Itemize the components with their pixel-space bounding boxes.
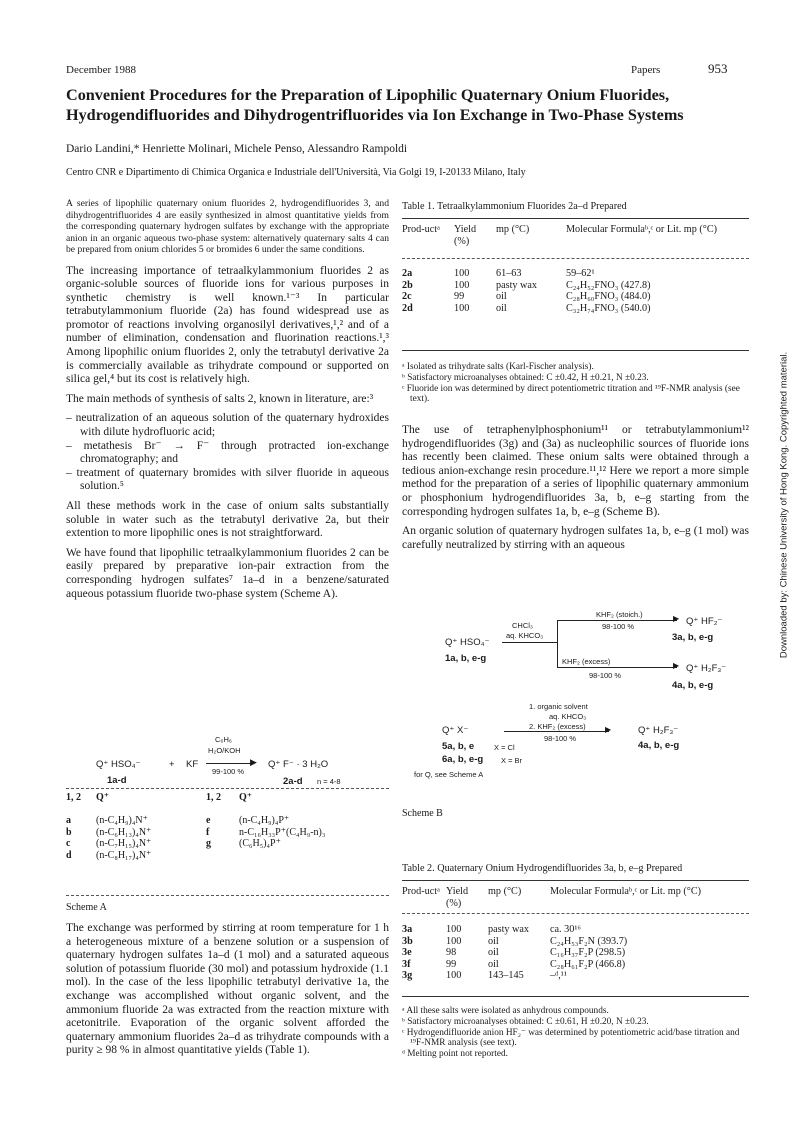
table-rule [402,880,749,881]
bullet-item: – metathesis Br⁻ → F⁻ through protracted ion-exchange chromatography; and [66,439,389,466]
footnote: ᵇ Satisfactory microanalyses obtained: C ±0.42, H ±0.21, N ±0.23. [402,372,649,383]
paragraph: The main methods of synthesis of salts 2, known in literature, are:³ [66,392,374,405]
scheme-b-step-1-base: aq. KHCO₃ [549,712,587,721]
scheme-a-plus: + [169,759,175,770]
table-row: 3a 100 pasty wax ca. 30¹⁶ [402,924,581,935]
reaction-arrow [206,763,254,764]
scheme-b-yield: 98-100 % [602,622,635,631]
arrow-head-icon: ▶ [250,757,257,767]
table-2-footnotes [402,1006,749,1060]
table-header-cell: Prod-uctᵃ [402,886,440,897]
authors: Dario Landini,* Henriette Molinari, Michele Penso, Alessandro Rampoldi [66,143,408,155]
reaction-arrow [557,620,677,621]
arrow-head-icon: ▶ [673,661,680,670]
scheme-b-halide-product: Q⁺ H₂F₃⁻ [638,725,679,736]
reaction-arrow [504,731,609,732]
paragraph: We have found that lipophilic tetraalkylammonium fluorides 2 can be easily prepared by preparative ion-pair extraction from the corresponding hydrogen sulfates⁷ 1a–d in a benzene/saturated aqueous potassium fluoride two-phase system (Scheme A). [66,546,389,600]
scheme-b-solvent: CHCl₃ [512,621,533,630]
article-title: Convenient Procedures for the Preparation of Lipophilic Quaternary Onium Fluorides, Hydrogendifluorides and Dihydrogentrifluorides via Ion Exchange in Two-Phase Systems [66,86,684,124]
left-column-lower [66,922,389,1064]
scheme-b-product-1-label: 3a, b, e-g [672,632,714,643]
table-row: c (n-C₇H₁₅)₄N⁺ g (C₆H₅)₄P⁺ [66,838,281,849]
scheme-a-reactant: Q⁺ HSO₄⁻ [96,759,141,770]
scheme-b-reactant-label: 1a, b, e-g [445,653,487,664]
scheme-b-caption: Scheme B [402,808,443,819]
table-1-caption: Table 1. Tetraalkylammonium Fluorides 2a–d Prepared [402,201,627,212]
scheme-b-label-5: 5a, b, e [442,741,475,752]
scheme-a-n-note: n = 4-8 [317,777,341,786]
table-rule [402,218,749,219]
table-1-footnotes [402,362,749,405]
paragraph: An organic solution of quaternary hydrogen sulfates 1a, b, e–g (1 mol) was carefully neutralized by stirring with an aqueous [402,525,749,551]
scheme-b-product-2-label: 4a, b, e-g [672,680,714,691]
table-header-cell: mp (°C) [488,886,522,897]
table-row: a (n-C₄H₉)₄N⁺ e (n-C₄H₉)₄P⁺ [66,815,290,826]
footnote: ᵈ Melting point not reported. [402,1049,508,1060]
table-row: 3e 98 oil C₁₆H₃₇F₂P (298.5) [402,947,626,958]
table-header-cell: Yield (%) [454,224,477,247]
divider [66,895,389,896]
paragraph: The use of tetraphenylphosphonium¹¹ or tetrabutylammonium¹² hydrogendifluorides (3g) and (3a) as nucleophilic sources of fluoride ions has recently been claimed. These onium salts were obtained through a tedious anion-exchange resin procedure.¹¹,¹² Here we report a more simple method for the preparation of a series of lipophilic quaternary ammonium or phosphonium hydrogendifluorides 3a, b, e–g starting from the corresponding hydrogen sulfates 1a, b, e–g (Scheme B). [402,424,749,518]
bullet-item: – neutralization of an aqueous solution of the quaternary hydroxides with dilute hydrofluoric acid; [66,412,389,439]
table-rule [402,350,749,351]
table-row: b (n-C₆H₁₃)₄N⁺ f n-C₁₆H₃₃P⁺(C₄H₉-n)₃ [66,826,326,838]
scheme-a-product-label: 2a-d [283,776,303,787]
scheme-b-yield: 98-100 % [589,671,622,680]
footnote: ᵇ Satisfactory microanalyses obtained: C ±0.61, H ±0.20, N ±0.23. [402,1016,649,1027]
scheme-a-reactant-label: 1a-d [107,775,127,786]
table-row: 2a 100 61–63 59–62¹ [402,268,595,279]
scheme-b-note: for Q, see Scheme A [414,770,484,779]
arrow-head-icon: ▶ [673,614,680,623]
paragraph: All these methods work in the case of onium salts substantially soluble in water such as the tetrabutyl derivative 2a, but their extention to more lipophilic ones is not straightforward. [66,500,389,540]
paragraph: The exchange was performed by stirring at room temperature for 1 h a heterogeneous mixture of a benzene solution or a suspension of quaternary hydrogen sulfates 1a–d (1 mol) and a saturated aqueous solution of potassium fluoride (30 mol) and potassium hydroxide (1.1 mol). In the case of the less lipophilic tetrabutyl derivative 1a, the exchange was accomplished without organic solvent, and the ammonium fluoride 2a was extracted from the reaction mixture with acetonitrile. Evaporation of the organic solvent afforded the quaternary ammonium fluorides 2a–d as trihydrate compounds with a purity ≥ 98 % in almost quantitative yields (Table 1). [66,922,389,1057]
scheme-b [402,610,752,810]
scheme-a-caption: Scheme A [66,902,107,913]
scheme-b-label-5-x: X = Cl [494,743,515,752]
bullet-item: – treatment of quaternary bromides with silver fluoride in aqueous solution.⁵ [66,466,389,493]
section-name: Papers [631,64,661,76]
affiliation: Centro CNR e Dipartimento di Chimica Organica e Industriale dell'Università, Via Golgi 19, I-20133 Milano, Italy [66,167,526,178]
scheme-b-product-2: Q⁺ H₂F₃⁻ [686,663,727,674]
scheme-b-step-2: 2. KHF₂ (excess) [529,722,586,731]
header-cell: 1, 2 [206,792,221,803]
header-cell: Q⁺ [96,792,110,803]
scheme-b-halide-product-label: 4a, b, e-g [638,740,680,751]
header-cell: Q⁺ [239,792,253,803]
footnote: ᶜ Hydrogendifluoride anion HF₂⁻ was determined by potentiometric acid/base titration and ¹⁹F-NMR analysis (see text). [402,1027,740,1049]
paragraph: The increasing importance of tetraalkylammonium fluorides 2 as organic-soluble sources of fluoride ions for various purposes in synthetic chemistry is well known.¹⁻³ In particular tetrabutylammonium fluoride (2a) has found widespread use as promotor of reactions involving organosilyl derivatives,¹,² and of a number of elimination, condensation and fluorination reactions.¹,³ Among lipophilic onium fluorides 2, only the tetrabutyl derivative 2a is commercially available as trihydrate compound or supported on silica gel,⁴ but its cost is relatively high. [66,264,389,386]
table-row: 3g 100 143–145 –ᵈ,¹¹ [402,970,567,981]
scheme-b-reagent: KHF₂ (stoich.) [596,610,643,619]
scheme-b-label-6-x: X = Br [501,756,523,765]
table-2 [402,886,749,982]
footnote: ᵃ Isolated as trihydrate salts (Karl-Fischer analysis). [402,362,594,372]
right-column-text [402,424,749,558]
footnote: ᶜ Fluoride ion was determined by direct potentiometric titration and ¹⁹F-NMR analysis (see text). [402,383,740,405]
divider [66,788,389,789]
table-rule [402,913,749,914]
scheme-a-product: Q⁺ F⁻ · 3 H₂O [268,759,329,770]
table-row: 2d 100 oil C₃₂H₇₄FNO₃ (540.0) [402,302,651,314]
scheme-b-halide-reactant: Q⁺ X⁻ [442,725,469,736]
download-notice-text: Downloaded by: Chinese University of Hong Kong. Copyrighted material. [778,351,790,659]
reaction-arrow [502,642,557,643]
arrow-head-icon: ▶ [605,725,612,734]
header-cell: 1, 2 [66,792,81,803]
scheme-b-reagent-excess: KHF₂ (excess) [562,657,611,666]
table-2-caption: Table 2. Quaternary Onium Hydrogendifluorides 3a, b, e–g Prepared [402,863,683,874]
table-row: 2c 99 oil C₂₈H₆₀FNO₃ (484.0) [402,291,651,302]
abstract: A series of lipophilic quaternary onium fluorides 2, hydrogendifluorides 3, and dihydrogentrifluorides 4 are easily synthesized in almost quantitative yields from the corresponding quaternary hydrogen sulfates by exchange with the appropriate anion in an organic aqueous two-phase system: alternatively quaternary salts 4 can be prepared from onium chlorides 5 or bromides 6 under the same conditions. [66,198,389,255]
reaction-arrow [557,667,677,668]
scheme-b-yield: 98-100 % [544,734,577,743]
table-rule [402,996,749,997]
scheme-a-yield: 99-100 % [212,767,245,776]
scheme-a-kf: KF [186,759,199,770]
scheme-b-base: aq. KHCO₃ [506,631,544,640]
table-header-cell: mp (°C) [496,224,530,235]
table-row: 2b 100 pasty wax C₂₄H₅₂FNO₃ (427.8) [402,279,651,291]
table-row: d (n-C₈H₁₇)₄N⁺ [66,849,152,861]
table-1 [402,224,749,314]
scheme-a-solvent: C₆H₆ [215,735,232,744]
footnote: ᵃ All these salts were isolated as anhydrous compounds. [402,1006,609,1016]
running-date: December 1988 [66,64,136,76]
branch-line [557,620,558,667]
download-notice [774,305,794,705]
scheme-b-step-1: 1. organic solvent [529,702,588,711]
page-number: 953 [708,61,728,76]
table-rule [402,258,749,259]
table-header-cell: Yield (%) [446,886,469,909]
scheme-b-reactant: Q⁺ HSO₄⁻ [445,637,490,648]
scheme-a-substituent-table [66,792,389,861]
table-header-cell: Molecular Formulaᵇ,ᶜ or Lit. mp (°C) [566,224,718,235]
scheme-b-product-1: Q⁺ HF₂⁻ [686,616,723,627]
table-header-cell: Molecular Formulaᵇ,ᶜ or Lit. mp (°C) [550,886,702,897]
table-header-cell: Prod-uctᵃ [402,224,440,235]
table-row: 3f 99 oil C₂₈H₆₁F₂P (466.8) [402,958,626,970]
left-column-upper [66,198,389,607]
scheme-a-reagent: H₂O/KOH [208,746,241,755]
table-row: 3b 100 oil C₂₄H₅₃F₂N (393.7) [402,935,628,947]
scheme-b-label-6: 6a, b, e-g [442,754,484,765]
